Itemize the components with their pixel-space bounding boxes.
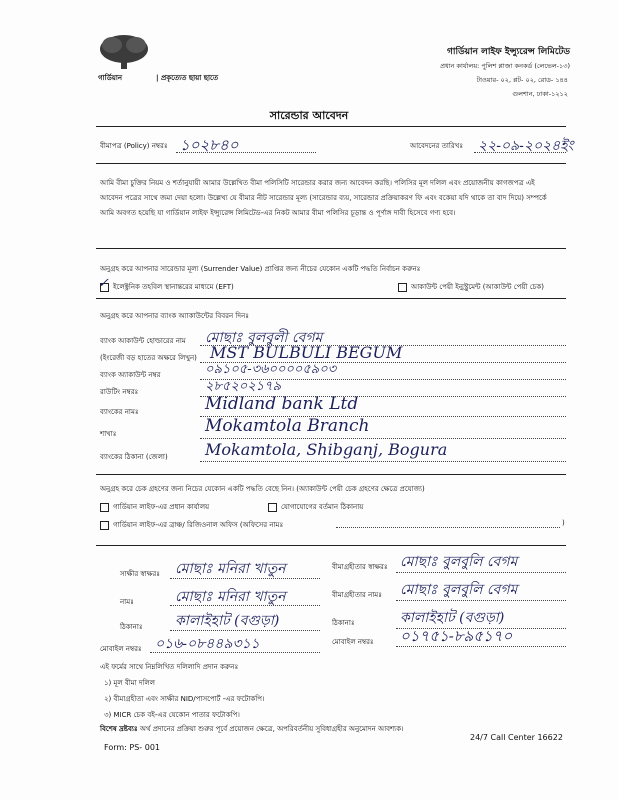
payment-instruction: অনুগ্রহ করে আপনার সারেন্ডার মূল্য (Surrender Value) প্রাপ্তির জন্য নীচের যেকোন একটি পদ্ধতি নির্বাচন করুনঃ — [100, 265, 421, 273]
branch-office-label: গার্ডিয়ান লাইফ-এর ব্রাঞ্চ/ রিজিওনাল অফিস (অফিসের নামঃ — [113, 521, 284, 529]
cheque-option[interactable] — [398, 281, 544, 293]
bank-name-value: Midland bank Ltd — [205, 394, 359, 414]
account-value: ০৯১০৫-৩৬০০০০৫৯০৩ — [205, 362, 337, 377]
head-office-checkbox[interactable] — [100, 503, 109, 512]
policy-label: বীমাপত্র (Policy) নম্বরঃ — [100, 142, 168, 150]
cheque-intro: অনুগ্রহ করে চেক গ্রহণের জন্য নিচের যেকোন একটি পদ্ধতি বেছে নিন। (অ্যাকাউন্ট পেয়ী চেক গ্রহণের ক্ষেত্রে প্রযোজ্য) — [100, 485, 425, 493]
docs-intro: এই ফর্মের সাথে নিম্নলিখিত দলিলাদি প্রদান করুনঃ — [100, 663, 239, 671]
witness-name-label: নামঃ — [120, 598, 134, 606]
address-line-1: টাওয়ার- ০২, প্লট- ০২, রোড- ১৪৪ — [476, 76, 568, 84]
company-name: গার্ডিয়ান লাইফ ইন্স্যুরেন্স লিমিটেড — [447, 47, 570, 57]
witness-signature: মোছাঃ মনিরা খাতুন — [175, 561, 286, 577]
branch-label: শাখাঃ — [100, 430, 117, 438]
cheque-pickup-branch[interactable] — [100, 519, 283, 531]
witness-mobile-label: মোবাইল নম্বরঃ — [100, 645, 142, 653]
witness-address-label: ঠিকানাঃ — [120, 623, 143, 631]
holder-bn-label: ব্যাংক আকাউন্ট হোল্ডারের নাম — [100, 337, 186, 345]
cheque-pickup-address[interactable] — [268, 501, 363, 513]
cheque-checkbox[interactable] — [398, 283, 407, 292]
branch-checkbox[interactable] — [100, 521, 109, 530]
note-text: অর্থ প্রদানের প্রক্রিয়া শুরুর পূর্বে প্রয়োজন ক্ষেত্রে, অপরিবর্তনীয় সুবিধাগ্রহীর অনুমোদন আবশ্যক। — [139, 725, 404, 733]
logo-tagline: | প্রকৃত্যেত ছায়া ছাতে — [156, 74, 219, 82]
holder-address: কালাইহাট (বগুড়া) — [400, 610, 505, 626]
holder-mobile: ০১৭৫১-৮৯৫১৭০ — [400, 627, 513, 645]
holder-bn-value: মোছাঃ বুলবুলী বেগম — [205, 330, 323, 346]
bank-address-label: ব্যাংকের ঠিকানা (জেলা) — [100, 453, 168, 461]
form-heading: সারেন্ডার আবেদন — [269, 109, 349, 122]
holder-address-label: ঠিকানাঃ — [332, 619, 355, 627]
doc-item-1: ১) মূল বীমা দলিল — [104, 679, 155, 687]
account-label: ব্যাংক অ্যাকাউন্ট নম্বর — [100, 371, 161, 379]
address-label: যোগাযোগের বর্তমান ঠিকানায় — [281, 503, 364, 511]
bank-name-label: ব্যাংকের নামঃ — [100, 408, 139, 416]
holder-name: মোছাঃ বুলবুলি বেগম — [400, 582, 518, 598]
witness-sign-label: সাক্ষীর স্বাক্ষরঃ — [120, 570, 160, 578]
call-center: 24/7 Call Center 16622 — [470, 733, 563, 742]
office-address: প্রধান কার্যালয়: পুলিশ প্লাজা কনকর্ড (লেভেল-১৩) — [440, 62, 570, 70]
cheque-pickup-head-office[interactable] — [100, 501, 209, 513]
eft-checkmark: ✓ — [98, 276, 109, 291]
policy-value: ১০২৮৪০ — [180, 136, 239, 154]
eft-option[interactable] — [100, 281, 234, 293]
date-value: ২২-০৯-২০২৪ইং — [478, 138, 574, 154]
branch-office-close: ) — [562, 519, 565, 527]
form-number: Form: PS- 001 — [104, 743, 160, 752]
bank-intro: অনুগ্রহ করে আপনার ব্যাংক অ্যাকাউন্টের বিবরন দিনঃ — [100, 312, 250, 320]
holder-signature: মোছাঃ বুলবুলি বেগম — [400, 554, 518, 570]
address-checkbox[interactable] — [268, 503, 277, 512]
routing-value: ২৮৫২০২১৭৯ — [205, 379, 282, 394]
special-note — [100, 723, 404, 735]
witness-address: কালাইহাট (বগুড়া) — [175, 613, 280, 629]
head-office-label: গার্ডিয়ান লাইফ-এর প্রধান কার্যালয় — [113, 503, 210, 511]
declaration-text: আমি বীমা চুক্তির নিয়ম ও শর্তানুযায়ী আমার উল্লেখিত বীমা পলিসিটি সারেন্ডার করার জন্য আবেদন করছি। পলিসির মূল দলিল এবং প্রয়োজনীয় কাগজপত্র এই আবেদন পত্রের সাথে জমা দেয়া হলো। উল্লেখ্য যে বীমার নীট সারেন্ডার মূল্য (সারেন্ডার ব্যয়, সারেন্ডার প্রক্রিয়াকরণ ফি এবং বকেয়া যদি থাকে তা বাদ দিয়ে) সম্পর্কে আমি অবগত হয়েছি যা গার্ডিয়ান লাইফ ইন্স্যুরেন্স লিমিটেড-এর নিকট আমার বীমা পলিসির চূড়ান্ত ও পূর্ণাঙ্গ দাবী হিসেবে গণ্য হবে। — [100, 179, 547, 217]
address-line-2: গুলশান, ঢাকা-১২১২ — [512, 90, 568, 98]
routing-label: রাউটিং নম্বরঃ — [100, 388, 139, 396]
holder-mobile-label: মোবাইল নম্বরঃ — [332, 638, 374, 646]
holder-en-value: MST BULBULI BEGUM — [210, 343, 403, 362]
doc-item-3: ৩) MICR চেক বই-এর যেকোন পাতার ফটোকপি। — [104, 711, 240, 719]
branch-value: Mokamtola Branch — [205, 416, 370, 436]
holder-sign-label: বীমাগ্রহীতার স্বাক্ষরঃ — [332, 563, 388, 571]
note-label: বিশেষ দ্রষ্টব্যঃ — [100, 725, 138, 733]
bank-address-value: Mokamtola, Shibganj, Bogura — [205, 440, 448, 459]
logo-text: গার্ডিয়ান — [98, 74, 123, 82]
holder-name-label: বীমাগ্রহীতার নামঃ — [332, 591, 382, 599]
doc-item-2: ২) বীমাগ্রহীতা এবং সাক্ষীর NID/পাসপোর্ট -এর ফটোকপি। — [104, 695, 265, 703]
witness-name: মোছাঃ মনিরা খাতুন — [175, 589, 286, 605]
cheque-option-label: আকাউন্ট পেয়ী ইনুস্ট্রুমেন্ট (আকাউন্ট পেয়ী চেক) — [411, 283, 544, 291]
witness-mobile: ০১৬-০৮৪৪৯৩১১ — [155, 636, 260, 652]
holder-en-label: (ইংরেজী বড় হাতের অক্ষরে লিখুন) — [100, 354, 197, 362]
eft-option-label: ইলেক্ট্রনিক তহবিল স্থানান্তরের মাধ্যমে (EFT) — [113, 283, 234, 291]
date-label: আবেদনের তারিখঃ — [410, 142, 464, 150]
